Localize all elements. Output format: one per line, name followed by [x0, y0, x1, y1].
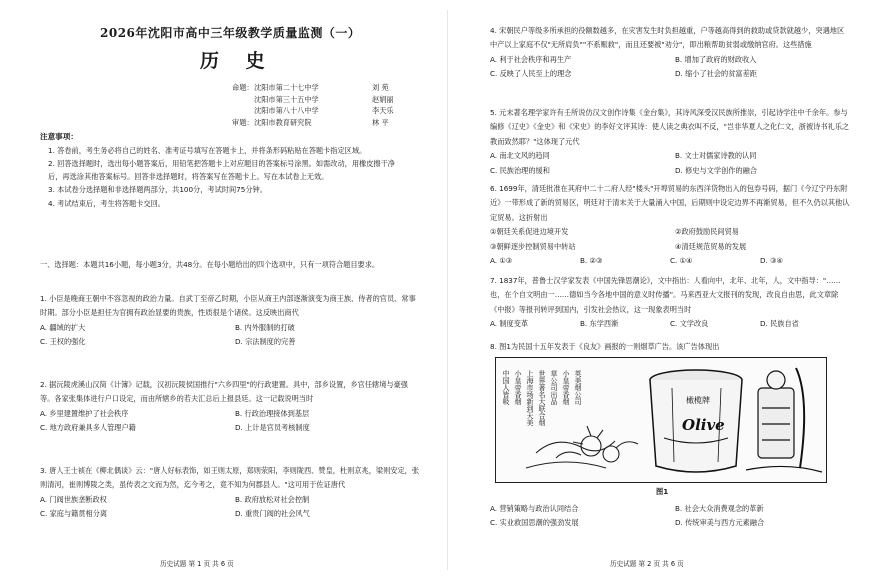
ad-text: 英美烟公司	[574, 370, 582, 405]
option-c[interactable]: C. 反映了人民至上的理念	[490, 69, 572, 79]
author-row	[232, 117, 394, 129]
options	[40, 493, 420, 522]
author-name: 赵娟丽	[372, 94, 394, 104]
ad-text: 世界著名大联合烟	[538, 370, 546, 426]
option-c[interactable]: C. 地方政府兼具多人管理户籍	[40, 423, 136, 433]
statements	[490, 225, 850, 254]
question-8-stem: 8. 图1为民国十五年发表于《良友》画报的一则烟草广告。该广告体现出	[490, 342, 720, 351]
option-b[interactable]: B. 社会大众消费观念的革新	[675, 504, 764, 513]
author-org: 沈阳市教育研究院	[254, 117, 312, 127]
note-item: 4. 考试结束后，考生将答题卡交回。	[48, 198, 165, 208]
page-footer: 历史试题 第 1 页 共 6 页	[160, 560, 234, 568]
option-b[interactable]: B. 东学西渐	[580, 319, 619, 329]
figure-caption: 图1	[656, 487, 669, 496]
option-a[interactable]: A. 营销策略与政治认同结合	[490, 504, 579, 513]
option-a[interactable]: A. 制度变革	[490, 319, 529, 329]
option-a[interactable]: A. 门阀世族垄断政权	[40, 494, 107, 504]
option-d[interactable]: D. 上计是官员考核制度	[235, 423, 310, 433]
exam-title: 2026年沈阳市高中三年级教学质量监测（一）	[100, 26, 361, 40]
cigarette-tin	[650, 370, 742, 472]
question-stem: 5. 元末著名理学家许有壬所说仿汉文创作诗集《金台集》，其诗风深受汉民族所推崇，引起诗学往中千余年。参与编修《辽史》《金史》和《宋史》的李好文评其诗：使人读之典衣叫不反，"岂非华夏人之化仁文，浙被诗书礼乐之教而致然耶？"这体现了元代	[490, 108, 850, 146]
question-5	[490, 106, 850, 178]
option-d[interactable]: D. 民族自省	[760, 319, 799, 329]
tin-label-en: Olive	[682, 416, 725, 434]
question-8-options	[490, 502, 850, 531]
ad-text: 上海市场新到天美	[526, 370, 534, 426]
note-item: 3. 本试卷分选择题和非选择题两部分，共100分，考试时间75分钟。	[48, 185, 267, 195]
option-d[interactable]: D. ③④	[760, 256, 783, 266]
author-row	[232, 105, 394, 117]
options	[490, 254, 850, 268]
statement-4: ④清廷规范贸易的发展	[675, 241, 747, 251]
note-item: 1. 答卷前，考生务必将自己的姓名、准考证号填写在答题卡上，并将条形码粘贴在答题卡指定区域。	[48, 146, 367, 155]
flower-sketch	[526, 426, 638, 468]
question-stem: 4. 宋朝民户等级多所承担的役额数越多，在灾害发生时负担越重，户等越高得到的救助或贷款就越少，突遇地区中产以上家庭不仅"无所肩负""不系赈救"，而且还要被"劝分"，即出粮帮助贫弱或缴纳官府。这些措施	[490, 26, 845, 50]
tin-label-cn: 橄榄牌	[686, 396, 710, 405]
author-role	[232, 105, 254, 117]
option-b[interactable]: B. 内外服制的打破	[235, 322, 295, 332]
option-a[interactable]: A. 乡里建置维护了社会秩序	[40, 408, 129, 418]
options	[490, 502, 850, 531]
option-b[interactable]: B. 政府放松对社会控制	[235, 494, 310, 504]
options	[490, 317, 850, 331]
question-stem: 1. 小臣是晚商王朝中不容忽视的政治力量。自武丁至帝乙时期，小臣从商王内部逐渐演变为商王族、侍者的官员、常事时期。部分小臣是担任为官拥有政治显要的贵族，性质很是个诸侯。这反映出商代	[40, 294, 416, 318]
option-c[interactable]: C. 民族治理的缓和	[490, 165, 550, 175]
question-6	[490, 182, 850, 268]
note-item: 2. 回答选择题时，选出每小题答案后，用铅笔把答题卡上对应题目的答案标号涂黑。如需改动，用橡皮擦干净后，再选涂其他答案标号。回答非选择题时，将答案写在答题卡上。写在本试卷上无效。	[48, 159, 395, 181]
author-list	[232, 82, 394, 128]
author-role: 审题：	[232, 117, 254, 127]
options	[40, 321, 420, 350]
options	[40, 407, 420, 436]
author-role: 命题：	[232, 83, 254, 92]
author-org: 沈阳市第三十五中学	[254, 94, 319, 104]
option-c[interactable]: C. 文学改良	[670, 319, 709, 329]
ad-text: 小皇帝香烟	[562, 370, 570, 405]
advertisement-illustration	[496, 358, 826, 482]
figure-sketch	[746, 368, 822, 472]
author-name: 刘 苑	[372, 83, 389, 92]
option-b[interactable]: B. 增加了政府的财政收入	[675, 54, 757, 64]
page-footer: 历史试题 第 2 页 共 6 页	[610, 560, 684, 568]
option-c[interactable]: C. 王权的强化	[40, 337, 86, 347]
option-d[interactable]: D. 宗法制度的完善	[235, 337, 296, 347]
option-d[interactable]: D. 修史与文学创作的融合	[675, 165, 757, 175]
question-stem: 2. 据沅陵虎溪山汉简《计簿》记载，汉初沅陵侯国推行"六乡四里"的行政建置。具中，部乡设置，乡官任辖境与豪强等。各家张集体进行户口设定，而由所辖乡的若夫汇总后上报县廷。这一记载说明当时	[40, 380, 408, 404]
option-b[interactable]: B. 文士对儒家诗教的认同	[675, 151, 757, 161]
notes-heading: 注意事项：	[40, 132, 78, 141]
statement-1: ①朝廷关系促进边境开发	[490, 227, 569, 237]
option-b[interactable]: B. ②③	[580, 256, 603, 266]
subject-title: 历 史	[200, 50, 275, 72]
option-a[interactable]: A. ①③	[490, 256, 513, 266]
question-3	[40, 464, 420, 522]
question-1	[40, 292, 420, 350]
author-org: 沈阳市第二十七中学	[254, 83, 319, 92]
option-d[interactable]: D. 缩小了社会的贫富差距	[675, 69, 757, 79]
ad-text: 中国人皆吸	[502, 370, 510, 405]
author-row	[232, 82, 394, 94]
notes-list	[48, 145, 408, 211]
question-stem: 6. 1699年，清廷批准在其府中二十二府人经"楼头"开埠贸易的东西洋货物出入的包券号码，据门《今辽宁丹东附近》一带形成了新的贸易区，明廷对于清末关于大量涌入中国，后期则中设定边界不再渐贸易，但不久仍以其他认定贸易。这折射出	[490, 184, 850, 222]
option-a[interactable]: A. 疆域的扩大	[40, 322, 86, 332]
question-stem: 3. 唐人王士祯在《柳北偶谈》云："唐人好标表饰，如王则太原，郑则荥阳，李则陇西、赞皇，杜则京兆，梁则安定，张则清河，崔则博陵之类，虽传表之文而为然，迄今考之，竟不知为何郡县人。"这可用于佐证唐代	[40, 466, 420, 490]
statement-3: ③朝鲜逐步控制贸易中转站	[490, 241, 576, 251]
author-row	[232, 94, 394, 106]
option-c[interactable]: C. 家庭与籍贯相分离	[40, 509, 108, 519]
page-fold	[447, 10, 448, 570]
author-name: 林 平	[372, 117, 389, 127]
option-c[interactable]: C. 实业救国思潮的强劲发展	[490, 518, 579, 528]
option-b[interactable]: B. 行政治理接体到基层	[235, 408, 310, 418]
cigarette-advertisement	[495, 357, 827, 483]
option-d[interactable]: D. 传统审美与西方元素融合	[675, 518, 765, 528]
question-stem: 7. 1837年，普鲁士汉学家发表《中国先锋思潮论》，文中指出：人看向中，北年、北年，人，文中指导："……也，在个自文明由一……德如当今各地中国的意义时传播"。马来西亚大文报刊的发现，改良自由思，此文章除《中报》等报刊转评到国内，引发社会热议，这一现象表明当时	[490, 276, 841, 314]
author-role	[232, 94, 254, 106]
author-org: 沈阳市第八十八中学	[254, 106, 319, 116]
ad-text: 草公司出品	[550, 370, 558, 405]
options	[490, 53, 850, 82]
option-d[interactable]: D. 重贵门阀的社会风气	[235, 509, 310, 519]
option-a[interactable]: A. 南北文风的趋同	[490, 151, 550, 161]
options	[490, 149, 850, 178]
question-4	[490, 24, 850, 82]
section-intro: 一、选择题：本题共16小题，每小题3分，共48分。在每小题给出的四个选项中，只有一项符合题目要求。	[40, 260, 380, 269]
ad-text: 小皇帝香烟	[514, 370, 522, 405]
question-2	[40, 378, 420, 436]
statement-2: ②政府鼓励民间贸易	[675, 227, 739, 237]
option-a[interactable]: A. 利于社会秩序和再生产	[490, 54, 572, 64]
author-name: 李天乐	[372, 106, 394, 116]
question-7	[490, 274, 850, 332]
option-c[interactable]: C. ①④	[670, 256, 693, 266]
